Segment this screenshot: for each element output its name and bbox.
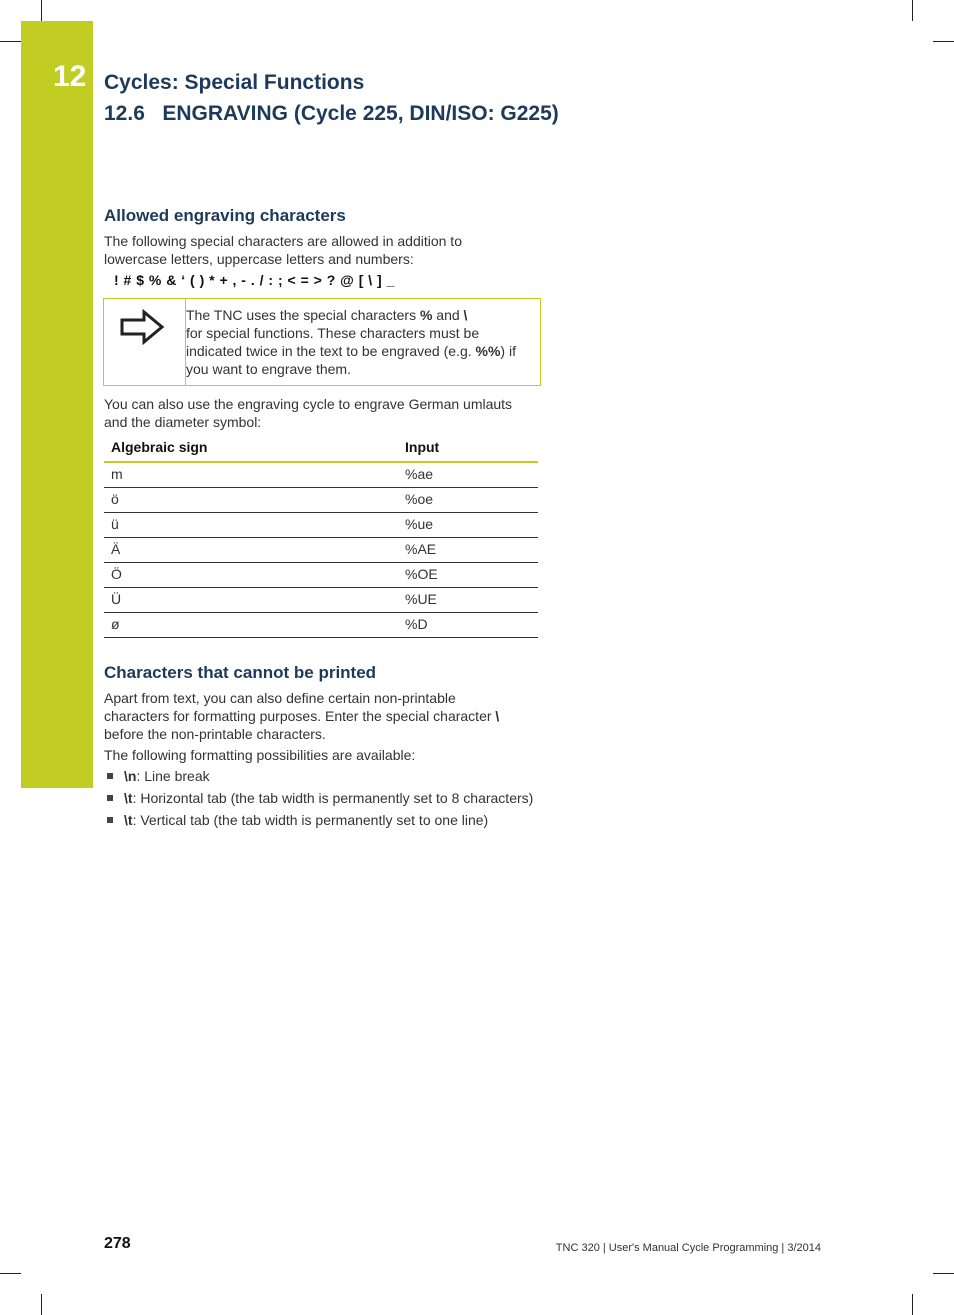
text-line: before the non-printable characters. xyxy=(104,726,326,742)
code-percent: % xyxy=(419,307,433,323)
allowed-intro xyxy=(104,232,534,268)
text-line xyxy=(104,707,534,725)
cell-input: %OE xyxy=(405,566,438,582)
text-line: lowercase letters, uppercase letters and numbers: xyxy=(104,251,414,267)
text-line: you want to engrave them. xyxy=(186,361,351,377)
crop-mark xyxy=(933,1273,954,1274)
text-line xyxy=(186,342,536,360)
umlaut-table xyxy=(104,436,538,638)
umlaut-intro xyxy=(104,395,534,431)
item-text: : Line break xyxy=(136,768,210,784)
list-item xyxy=(104,790,534,807)
item-text: : Vertical tab (the tab width is permanently set to one line) xyxy=(132,812,489,828)
code-double-percent: %% xyxy=(475,343,501,359)
crop-mark xyxy=(933,41,954,42)
code-text: \t xyxy=(124,812,133,828)
bullet-square-icon xyxy=(107,817,113,823)
table-row xyxy=(104,463,538,488)
note-icon-cell xyxy=(104,299,186,385)
bullet-square-icon xyxy=(107,795,113,801)
table-row xyxy=(104,588,538,613)
cell-input: %UE xyxy=(405,591,437,607)
code-text: \t xyxy=(124,790,133,806)
item-text: : Horizontal tab (the tab width is permanently set to 8 characters) xyxy=(132,790,534,806)
page-number: 278 xyxy=(104,1235,131,1252)
text-line: for special functions. These characters must be xyxy=(186,325,480,341)
nonprint-possibilities: The following formatting possibilities are available: xyxy=(104,747,416,763)
cell-sign: Ä xyxy=(111,541,121,557)
cell-sign: Ö xyxy=(111,566,122,582)
header-input: Input xyxy=(405,439,440,455)
chapter-title: Cycles: Special Functions xyxy=(104,71,365,94)
cell-input: %AE xyxy=(405,541,437,557)
bullet-square-icon xyxy=(107,773,113,779)
crop-mark xyxy=(912,1294,913,1315)
list-item xyxy=(104,812,534,829)
text-span: ) if xyxy=(500,343,516,359)
code-backslash: \ xyxy=(495,708,500,724)
heading-non-printable: Characters that cannot be printed xyxy=(104,663,377,682)
cell-sign: ø xyxy=(111,616,120,632)
table-row xyxy=(104,563,538,588)
crop-mark xyxy=(41,1294,42,1315)
cell-input: %ue xyxy=(405,516,434,532)
text-line: You can also use the engraving cycle to engrave German umlauts xyxy=(104,396,513,412)
text-span: The TNC uses the special characters xyxy=(186,307,420,323)
crop-mark xyxy=(0,41,21,42)
allowed-characters-list: ! # $ % & ‘ ( ) * + , - . / : ; < = > ? @ [ \ ] _ xyxy=(114,272,395,288)
text-line: Apart from text, you can also define certain non-printable xyxy=(104,690,456,706)
cell-input: %oe xyxy=(405,491,434,507)
header-algebraic-sign: Algebraic sign xyxy=(111,439,208,455)
chapter-sidebar xyxy=(21,21,93,788)
note-text xyxy=(186,306,536,378)
text-line: The following special characters are allowed in addition to xyxy=(104,233,462,249)
section-title: 12.6 ENGRAVING (Cycle 225, DIN/ISO: G225) xyxy=(104,102,559,125)
text-line: and the diameter symbol: xyxy=(104,414,262,430)
table-header xyxy=(104,436,538,463)
table-row xyxy=(104,513,538,538)
footer-text: TNC 320 | User's Manual Cycle Programming | 3/2014 xyxy=(555,1242,821,1254)
code-backslash: \ xyxy=(463,307,468,323)
table-row xyxy=(104,488,538,513)
table-row xyxy=(104,613,538,638)
cell-input: %D xyxy=(405,616,428,632)
arrow-right-icon xyxy=(120,309,166,345)
text-span: characters for formatting purposes. Enter the special character xyxy=(104,708,496,724)
formatting-list xyxy=(104,768,534,834)
table-row xyxy=(104,538,538,563)
cell-sign: ö xyxy=(111,491,119,507)
nonprint-intro xyxy=(104,689,534,743)
crop-mark xyxy=(0,1273,21,1274)
chapter-number: 12 xyxy=(53,60,87,93)
crop-mark xyxy=(41,0,42,21)
text-span: and xyxy=(432,307,464,323)
cell-sign: Ü xyxy=(111,591,122,607)
cell-sign: m xyxy=(111,466,123,482)
text-line xyxy=(186,306,536,324)
text-span: indicated twice in the text to be engraved (e.g. xyxy=(186,343,476,359)
list-item xyxy=(104,768,534,785)
crop-mark xyxy=(912,0,913,21)
code-text: \n xyxy=(124,768,137,784)
heading-allowed-characters: Allowed engraving characters xyxy=(104,206,346,225)
cell-sign: ü xyxy=(111,516,119,532)
cell-input: %ae xyxy=(405,466,434,482)
